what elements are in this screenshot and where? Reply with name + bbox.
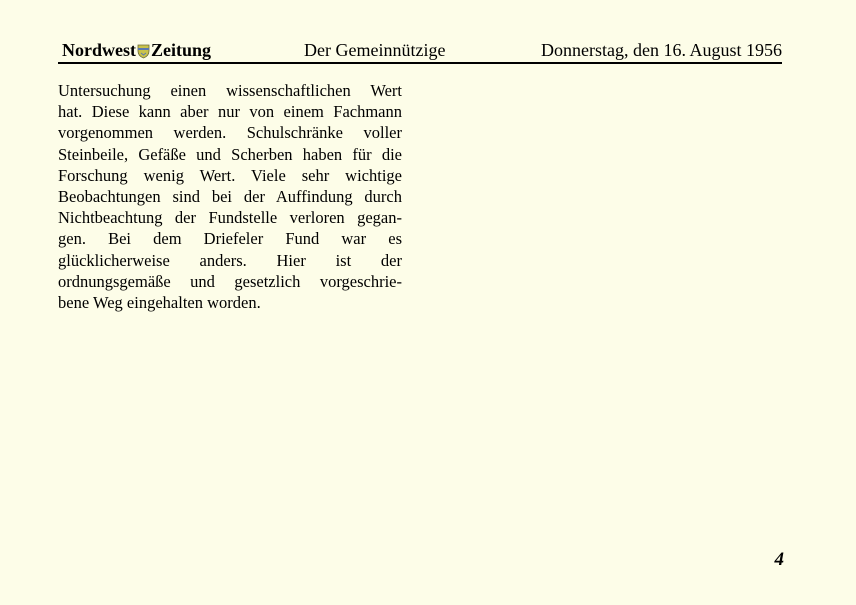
page-number: 4	[774, 549, 784, 570]
article-line: hat. Diese kann aber nur von einem Fachmann	[58, 102, 402, 122]
issue-date: Donnerstag, den 16. August 1956	[541, 40, 782, 60]
article-line: bene Weg eingehalten worden.	[58, 292, 261, 312]
masthead-zeitung: Zeitung	[151, 40, 212, 60]
article-line: Forschung wenig Wert. Viele sehr wichtige	[58, 165, 402, 185]
coat-of-arms-icon	[137, 43, 150, 58]
article-line: gen. Bei dem Driefeler Fund war es	[58, 229, 402, 249]
article-line: ordnungsgemäße und gesetzlich vorgeschrie-	[58, 271, 402, 291]
article-line: Untersuchung einen wissenschaftlichen Wert	[58, 81, 402, 100]
article-line: glücklicherweise anders. Hier ist der	[58, 250, 402, 270]
masthead-nordwest: Nordwest	[62, 40, 136, 60]
article-line: Nichtbeachtung der Fundstelle verloren gegan-	[58, 208, 402, 228]
section-title: Der Gemeinnützige	[304, 40, 446, 60]
article-line: Beobachtungen sind bei der Auffindung durch	[58, 186, 402, 206]
article-line: Steinbeile, Gefäße und Scherben haben für die	[58, 144, 402, 164]
masthead	[62, 40, 211, 60]
page-header	[58, 40, 782, 64]
article-line: vorgenommen werden. Schulschränke voller	[58, 123, 402, 143]
article-column	[58, 80, 402, 313]
